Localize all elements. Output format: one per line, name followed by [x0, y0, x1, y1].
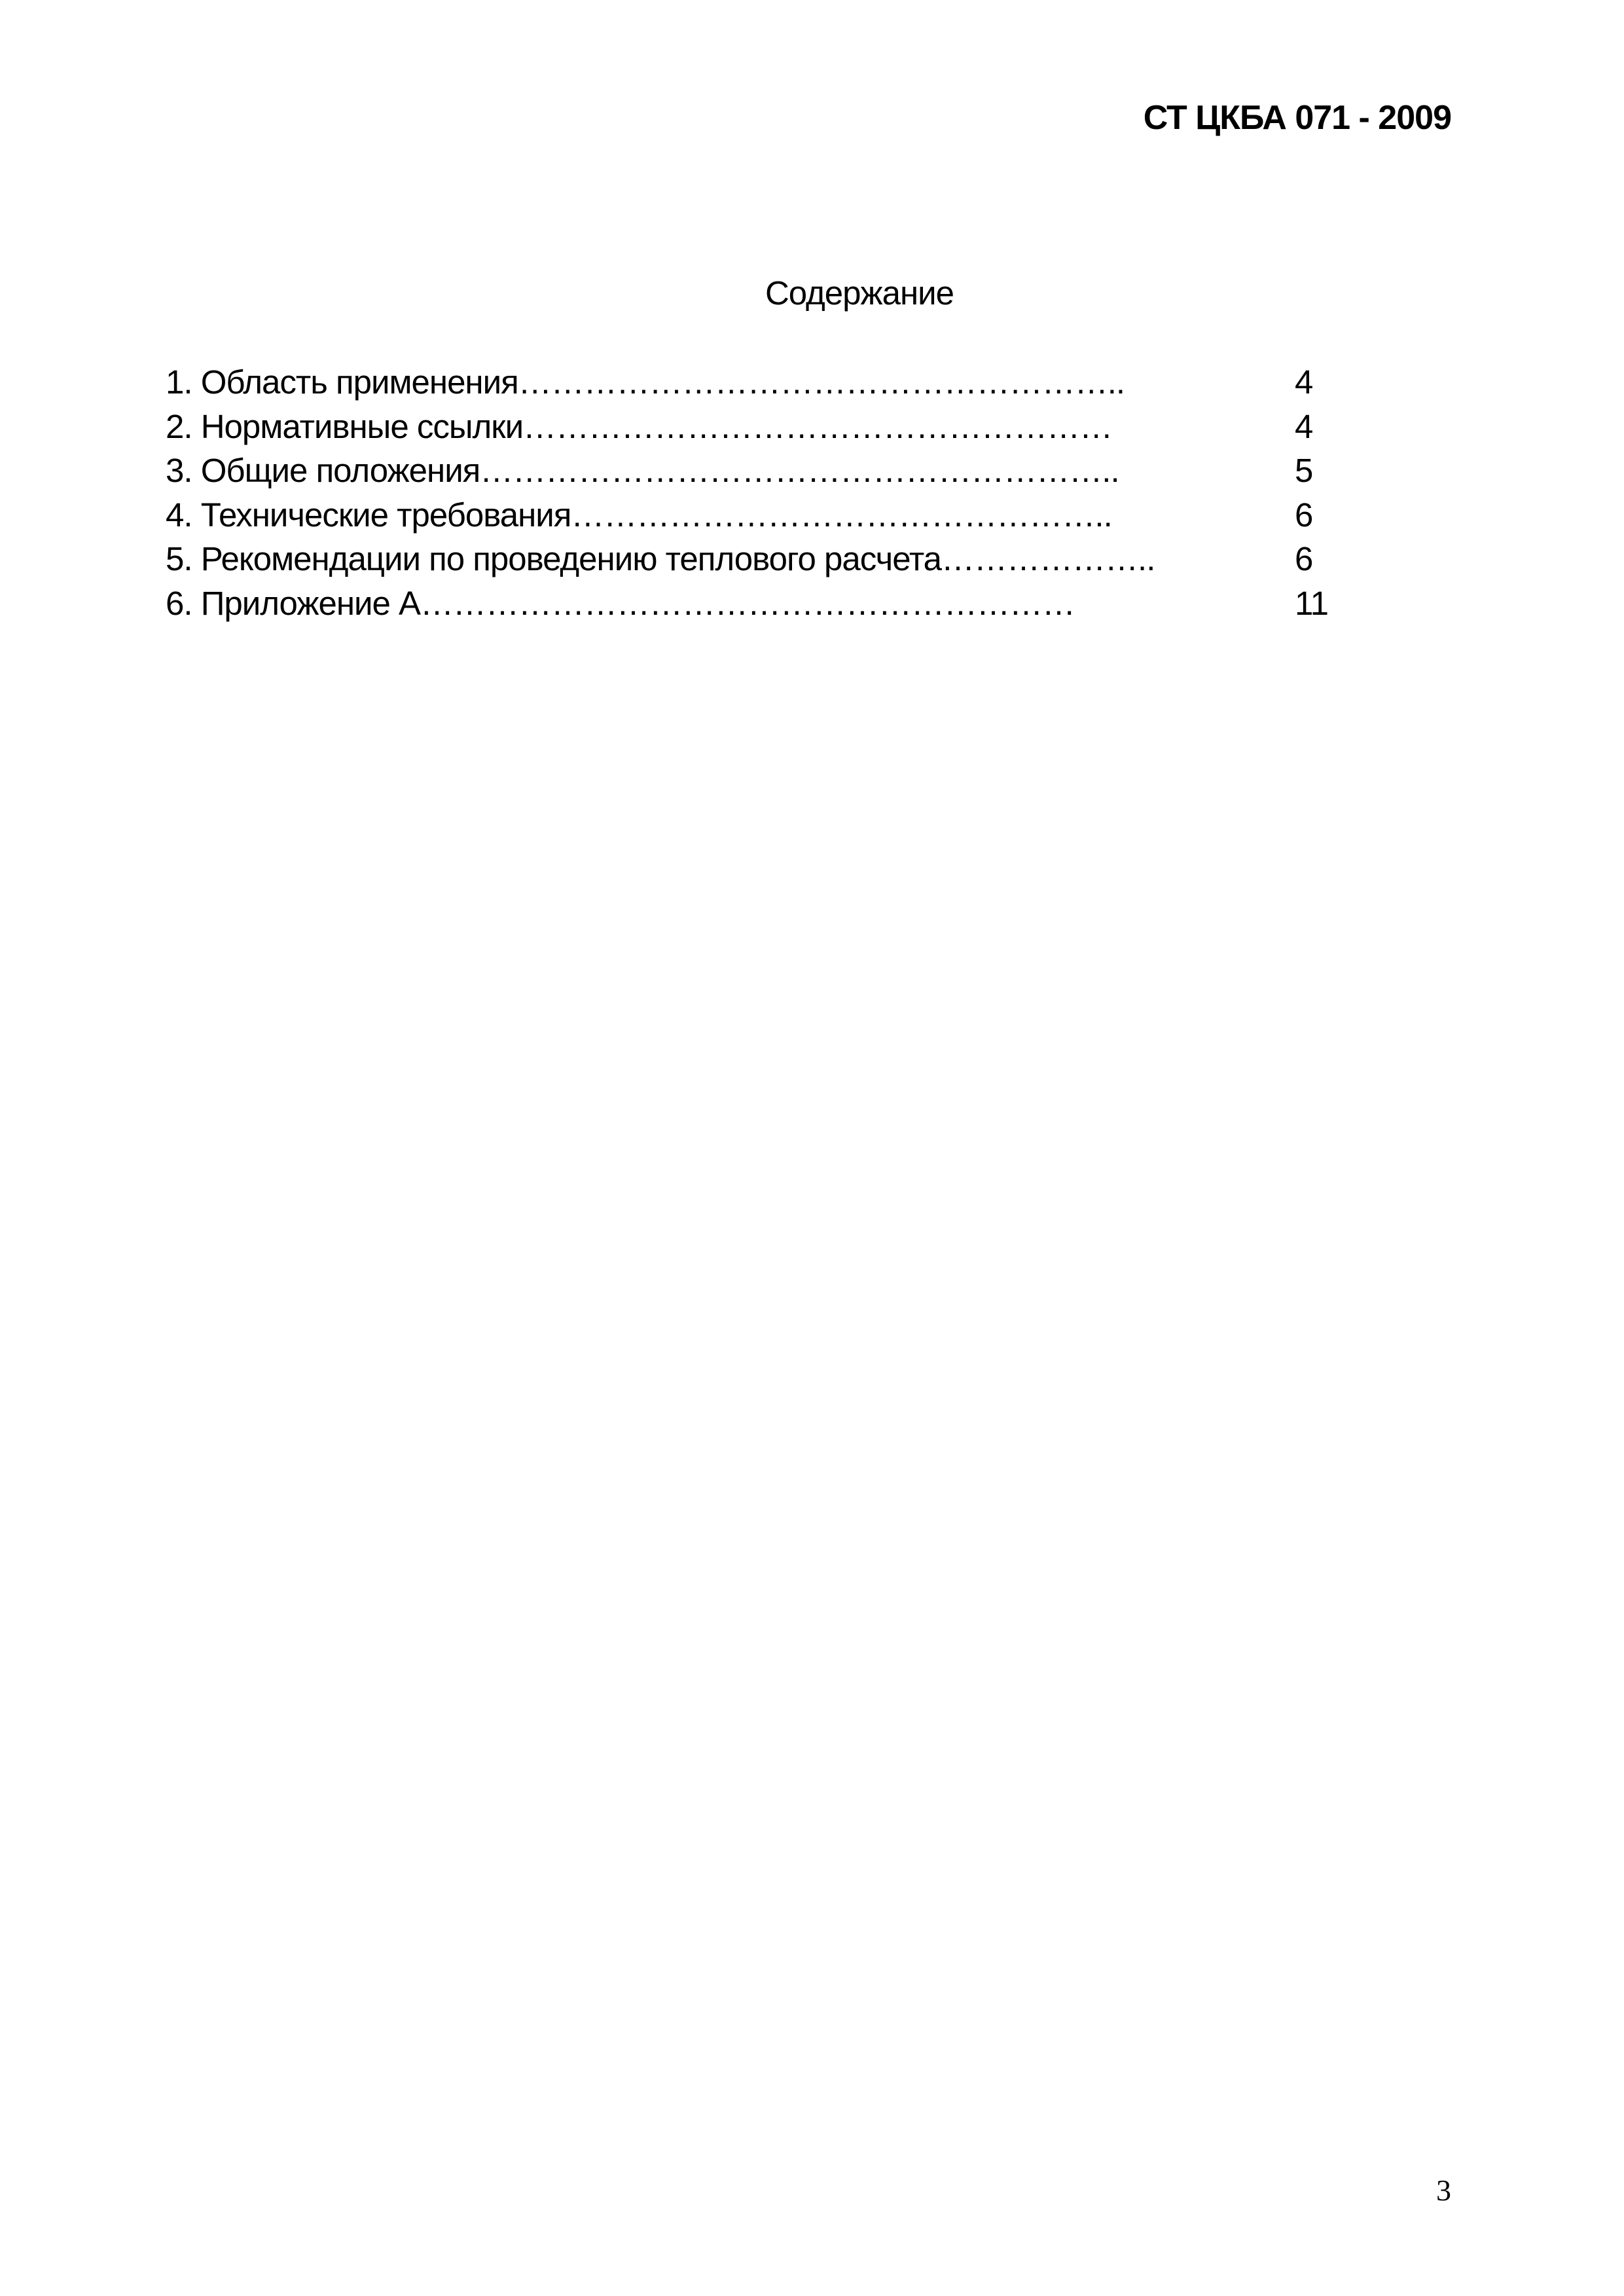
- toc-entry-page: 6: [1295, 540, 1313, 577]
- toc-entry-5[interactable]: [166, 537, 1331, 581]
- toc-entry-page: 5: [1295, 452, 1313, 489]
- toc-entry-label: 4. Технические требования…………………………………………..: [166, 496, 1112, 534]
- toc-entry-label: 2. Нормативные ссылки………………………………………………: [166, 407, 1113, 445]
- toc-entry-page: 11: [1295, 584, 1328, 622]
- document-code: СТ ЦКБА 071 - 2009: [1143, 99, 1451, 137]
- toc-entry-1[interactable]: [166, 360, 1331, 405]
- toc-title: Содержание: [765, 274, 954, 312]
- toc-entry-6[interactable]: [166, 581, 1331, 626]
- toc-entry-label: 5. Рекомендации по проведению теплового расчета………………..: [166, 540, 1155, 577]
- toc-entry-4[interactable]: [166, 493, 1331, 538]
- toc-entry-3[interactable]: [166, 448, 1331, 493]
- toc-entry-label: 1. Область применения………………………………………………..: [166, 363, 1125, 401]
- toc-entry-page: 6: [1295, 496, 1313, 534]
- page-number: 3: [1436, 2174, 1451, 2207]
- toc-entry-label: 6. Приложение А……………………………………………………: [166, 584, 1075, 622]
- toc-entry-2[interactable]: [166, 405, 1331, 449]
- toc-entry-page: 4: [1295, 407, 1313, 445]
- toc-entry-label: 3. Общие положения…………………………………………………..: [166, 452, 1119, 489]
- toc-entry-page: 4: [1295, 363, 1313, 401]
- table-of-contents: [166, 360, 1331, 625]
